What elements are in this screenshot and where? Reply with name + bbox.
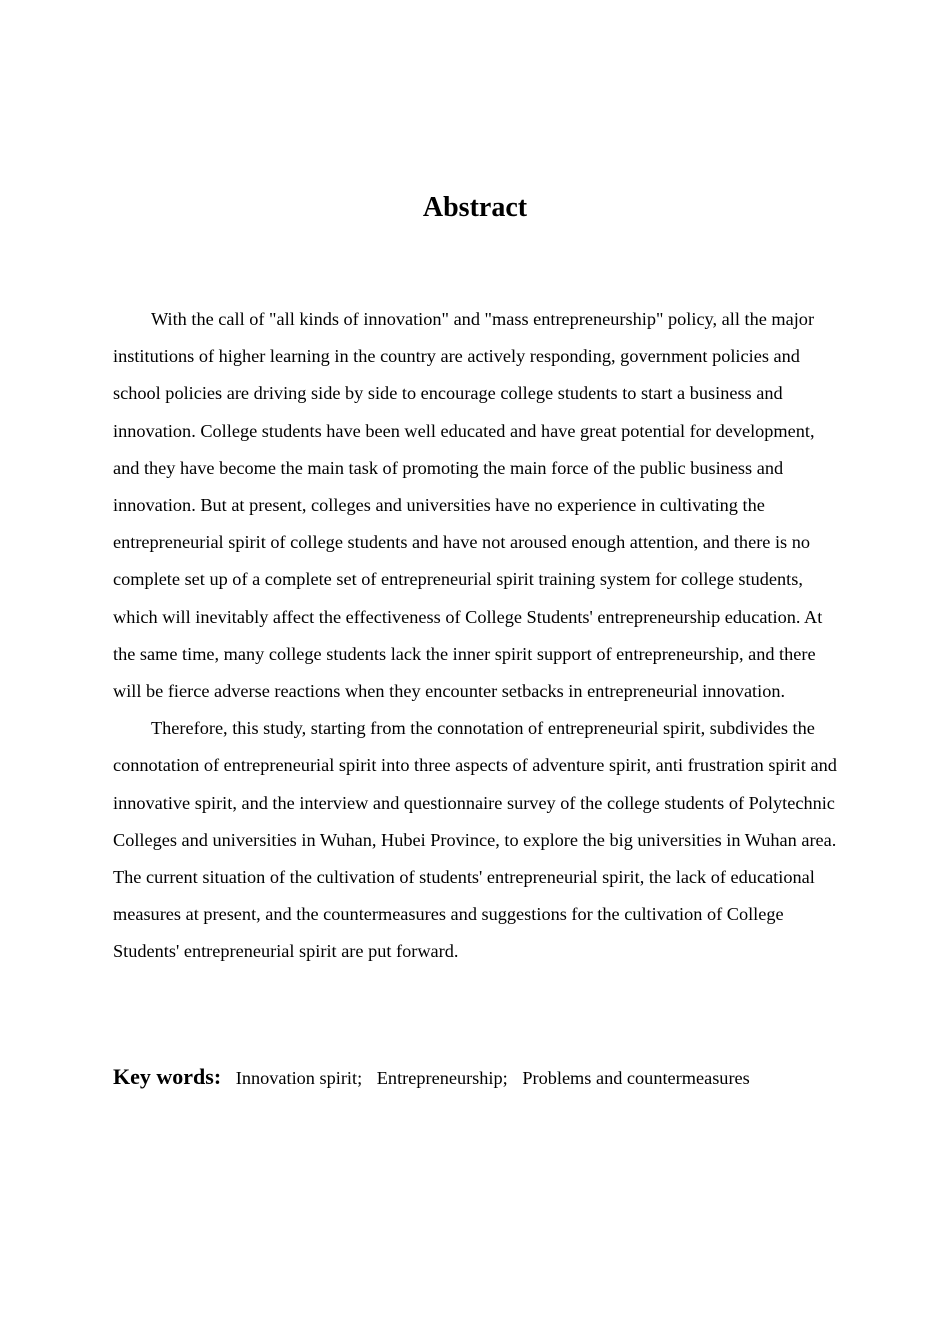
keywords-label: Key words: [113, 1064, 222, 1089]
abstract-paragraph-2: Therefore, this study, starting from the connotation of entrepreneurial spirit, subdivides the connotation of entrepreneurial spirit into three aspects of adventure spirit, anti frustration spirit and innovative spirit, and the interview and questionnaire survey of the college students of Polytechnic Colleges and universities in Wuhan, Hubei Province, to explore the big universities in Wuhan area. The current situation of the cultivation of students' entrepreneurial spirit, the lack of educational measures at present, and the countermeasures and suggestions for the cultivation of College Students' entrepreneurial spirit are put forward. [113, 718, 837, 962]
keyword-item: Entrepreneurship [376, 1068, 503, 1088]
abstract-paragraph-1: With the call of "all kinds of innovation" and "mass entrepreneurship" policy, all the major institutions of higher learning in the country are actively responding, government policies and school policies are driving side by side to encourage college students to start a business and innovation. College students have been well educated and have great potential for development, and they have become the main task of promoting the main force of the public business and innovation. But at present, colleges and universities have no experience in cultivating the entrepreneurial spirit of college students and have not aroused enough attention, and there is no complete set up of a complete set of entrepreneurial spirit training system for college students, which will inevitably affect the effectiveness of College Students' entrepreneurship education. At the same time, many college students lack the inner spirit support of entrepreneurship, and there will be fierce adverse reactions when they encounter setbacks in entrepreneurial innovation. [113, 309, 823, 702]
page-title: Abstract [422, 192, 528, 223]
keywords-line [113, 1060, 853, 1095]
keyword-item: Innovation spirit [235, 1068, 358, 1088]
keyword-separator: ; [502, 1068, 508, 1088]
abstract-body [113, 301, 841, 971]
keyword-item: Problems and countermeasures [522, 1068, 750, 1088]
keyword-separator: ; [357, 1068, 363, 1088]
